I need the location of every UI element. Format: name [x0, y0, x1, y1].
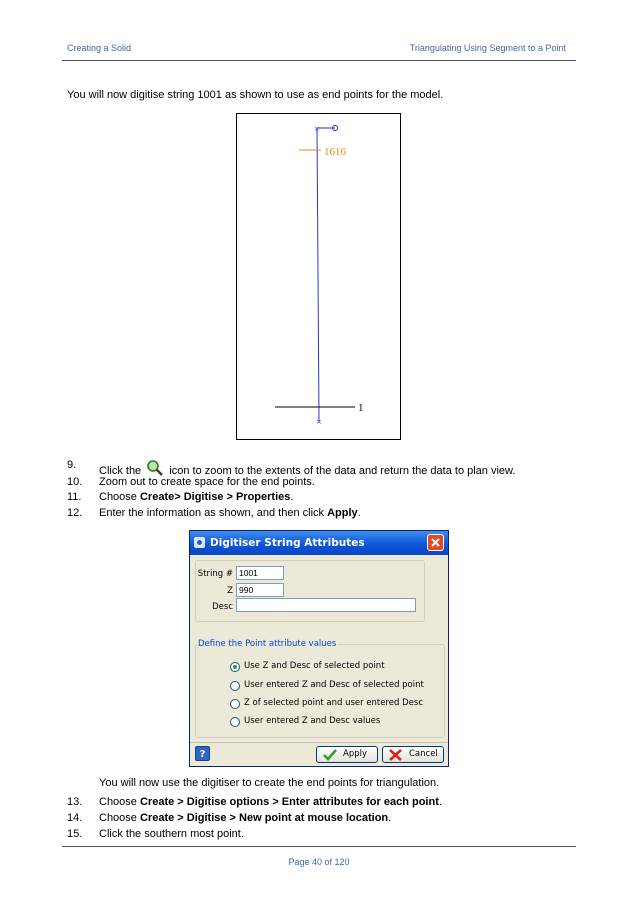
digitiser-note: You will now use the digitiser to create the end points for triangulation. [99, 777, 440, 789]
footer-rule [62, 846, 576, 847]
radio-selected-icon [230, 662, 240, 672]
step-text-bold: Apply [327, 507, 358, 519]
step-text-before: Choose [99, 812, 140, 824]
intro-text: You will now digitise string 1001 as shown to use as end points for the model. [67, 89, 444, 101]
step-text [99, 507, 361, 519]
string-label: String # [197, 569, 233, 579]
step-text: Zoom out to create space for the end points. [99, 476, 315, 488]
radio-label: Use Z and Desc of selected point [244, 661, 385, 671]
step-text [99, 491, 293, 503]
step-number: 15. [67, 828, 83, 840]
apply-button[interactable] [316, 746, 378, 763]
step-text [99, 796, 442, 808]
cancel-button[interactable] [382, 746, 444, 763]
step-text-before: Choose [99, 796, 140, 808]
step-text-bold: Create> Digitise > Properties [139, 491, 291, 503]
step-text-after: . [438, 796, 442, 808]
point-attribute-group-title: Define the Point attribute values [198, 639, 337, 649]
digitiser-string-attributes-dialog [189, 530, 449, 767]
step-text-after: . [357, 507, 361, 519]
radio-icon [230, 699, 240, 709]
close-icon [428, 535, 443, 550]
radio-icon [230, 681, 240, 691]
step-number: 14. [67, 812, 83, 824]
header-left: Creating a Solid [67, 43, 132, 53]
step-text-before: Click the [99, 465, 142, 477]
step-text-after: icon to zoom to the extents of the data and return the data to plan view. [169, 465, 516, 477]
page-number: Page 40 of 120 [288, 857, 350, 867]
radio-label: User entered Z and Desc of selected point [244, 680, 424, 690]
radio-icon [230, 717, 240, 727]
desc-input[interactable] [236, 598, 416, 612]
step-text-after: . [388, 812, 392, 824]
apply-label: Apply [343, 749, 367, 759]
step-text [99, 812, 391, 824]
cancel-x-icon [389, 749, 402, 761]
button-bar-divider [190, 742, 448, 743]
z-label: Z [227, 586, 233, 596]
string-figure [236, 113, 401, 440]
step-number: 11. [67, 491, 82, 503]
zoom-extents-icon [146, 459, 164, 477]
string-number-input[interactable] [236, 566, 284, 580]
close-button[interactable] [427, 534, 444, 551]
step-text [99, 459, 515, 477]
string-drawing [237, 114, 400, 439]
step-number: 13. [67, 796, 83, 808]
desc-label: Desc [212, 602, 233, 612]
step-text-after: . [290, 491, 294, 503]
start-marker: × [314, 125, 320, 133]
string-line [317, 128, 319, 421]
step-number: 9. [67, 459, 77, 471]
step-number: 10. [67, 476, 83, 488]
step-text-before: Choose [99, 491, 140, 503]
step-text-bold: Create > Digitise > New point at mouse location [139, 812, 389, 824]
radio-label: User entered Z and Desc values [244, 716, 381, 726]
checkmark-icon [323, 749, 337, 761]
dialog-title-bar[interactable] [190, 531, 448, 555]
header-right: Triangulating Using Segment to a Point [409, 43, 566, 53]
figure-label-top: 1616 [324, 146, 346, 158]
end-marker: × [316, 418, 322, 426]
header-rule [62, 60, 576, 61]
step-text: Click the southern most point. [99, 828, 244, 840]
z-input[interactable] [236, 583, 284, 597]
dialog-title: Digitiser String Attributes [210, 537, 365, 549]
help-button[interactable]: ? [195, 746, 210, 761]
figure-label-bottom: 1 [358, 402, 364, 414]
step-text-before: Enter the information as shown, and then click [99, 507, 328, 519]
step-text-bold: Create > Digitise options > Enter attributes for each point [139, 796, 439, 808]
app-icon [194, 537, 205, 548]
step-number: 12. [67, 507, 83, 519]
cancel-label: Cancel [409, 749, 438, 759]
radio-label: Z of selected point and user entered Desc [244, 698, 424, 708]
